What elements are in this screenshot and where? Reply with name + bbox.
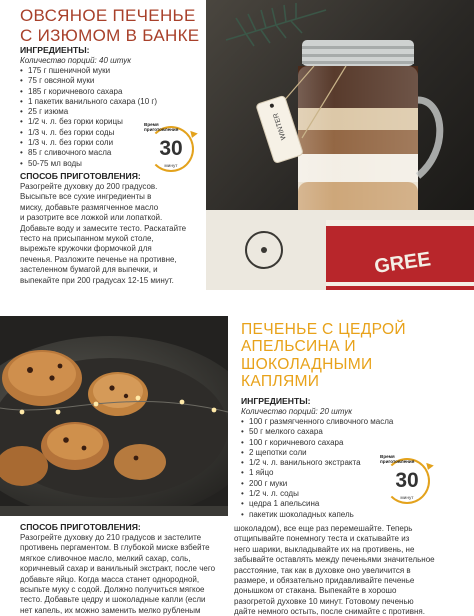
recipe1-title-line-1: ОВСЯНОЕ ПЕЧЕНЬЕ bbox=[20, 6, 196, 25]
recipe2-method-line: расстояние, так как в духовке оно увеличится в bbox=[234, 565, 411, 575]
recipe1-method-line: Разогрейте духовку до 200 градусов. bbox=[20, 182, 158, 191]
list-item: • 1/2 ч. л. без горки корицы bbox=[20, 117, 195, 127]
recipe1-method-line: тесто на присыпанном мукой столе, bbox=[20, 234, 154, 244]
list-item: • 75 г овсяной муки bbox=[20, 76, 195, 86]
orange-cookies-photo bbox=[0, 316, 228, 516]
recipe1-method-line: Добавьте воду и замесите тесто. Раскатайте bbox=[20, 223, 187, 233]
recipe2-method-left bbox=[20, 522, 234, 616]
recipe2-ingredients-heading: ИНГРЕДИЕНТЫ: bbox=[241, 396, 311, 406]
list-item: • 175 г пшеничной муки bbox=[20, 66, 195, 76]
recipe2-method-line: размере, и обязательно придавливайте печенье bbox=[234, 576, 415, 586]
recipe2-time-unit: минут bbox=[400, 496, 414, 501]
list-item: • пакетик шоколадных капель bbox=[241, 510, 461, 520]
list-item: • 1/3 ч. л. без горки соли bbox=[20, 138, 195, 148]
recipe1-method-heading: СПОСОБ ПРИГОТОВЛЕНИЯ: bbox=[20, 171, 141, 181]
list-item: • 1/3 ч. л. без горки соды bbox=[20, 128, 195, 138]
recipe2-method-line: мягкое сливочное масло, мелкий сахар, соль, bbox=[20, 553, 191, 563]
list-item: • 1 яйцо bbox=[241, 468, 461, 478]
list-item: • 85 г сливочного масла bbox=[20, 148, 195, 158]
recipe2-method-line: него шарики, выкладывайте их на противень, не bbox=[234, 544, 415, 554]
cookie-jar-illustration bbox=[206, 0, 474, 290]
list-item: • 25 г изюма bbox=[20, 107, 195, 117]
list-item: • 100 г размягченного сливочного масла bbox=[241, 417, 461, 427]
recipe2-time-badge bbox=[380, 454, 430, 504]
recipe2-method-line: забывайте оставлять между печеньями значительное bbox=[234, 555, 435, 565]
recipe1-method-line: застеленном бумагой для выпечки, и bbox=[20, 265, 158, 275]
recipe1-method bbox=[20, 171, 202, 286]
recipe1-title bbox=[20, 6, 210, 46]
recipe2-time-label: Время приготовления bbox=[380, 454, 415, 464]
recipe2-method-line: нет капель, их можно заменить мелко рубленым bbox=[20, 605, 201, 615]
recipe1-method-line: выпекайте при 200 градусах 12-15 минут. bbox=[20, 275, 174, 285]
recipe1-time-minutes: 30 bbox=[159, 137, 183, 160]
recipe1-time-unit: минут bbox=[164, 164, 178, 169]
recipe2-method-line: разогретой духовке 10 минут. Готовому печенью bbox=[234, 596, 414, 606]
recipe1-time-label: Время приготовления bbox=[144, 122, 179, 132]
recipe1-method-line: Высыпьте все сухие ингредиенты в bbox=[20, 192, 152, 202]
recipe2-method-line: тесто. Добавьте цедру и шоколадные капли (если bbox=[20, 595, 206, 605]
recipe2-title-line-4: КАПЛЯМИ bbox=[241, 373, 320, 391]
recipe2-method-heading: СПОСОБ ПРИГОТОВЛЕНИЯ: bbox=[20, 522, 141, 532]
recipe1-time-badge bbox=[144, 122, 194, 172]
list-item: • 2 щепотки соли bbox=[241, 448, 461, 458]
recipe1-method-line: и разотрите все ложкой или лопаткой. bbox=[20, 213, 163, 223]
recipe1-method-line: вырежьте кружочки формочкой для bbox=[20, 244, 152, 254]
recipe1-method-line: миску, добавьте размягченное масло bbox=[20, 202, 159, 212]
recipe2-method-line: коричневый сахар и ванильный экстракт, после чего bbox=[20, 564, 216, 574]
recipe2-title-line-1: ПЕЧЕНЬЕ С ЦЕДРОЙ bbox=[241, 321, 406, 338]
recipe2-method-line: шоколадом), все еще раз перемешайте. Теперь bbox=[234, 524, 413, 533]
list-item: • 50-75 мл воды bbox=[20, 159, 195, 169]
recipe1-method-line: печенья. Разложите печенье на противне, bbox=[20, 254, 177, 264]
recipe2-method-line: отщипывайте понемногу теста и скатывайте из bbox=[234, 534, 410, 544]
recipe2-title-line-3: ШОКОЛАДНЫМИ bbox=[241, 355, 373, 373]
recipe2-method-line: Разогрейте духовку до 210 градусов и застелите bbox=[20, 533, 202, 542]
jar-tag-text: WINTER bbox=[272, 112, 288, 141]
list-item: • 1/2 ч. л. соды bbox=[241, 489, 461, 499]
recipe1-ingredients-heading: ИНГРЕДИЕНТЫ: bbox=[20, 45, 90, 55]
recipe2-method-right bbox=[234, 524, 454, 616]
cookie-jar-photo bbox=[206, 0, 474, 290]
recipe2-method-line: противень пергаментом. В глубокой миске взбейте bbox=[20, 543, 210, 553]
list-item: • 185 г коричневого сахара bbox=[20, 87, 195, 97]
recipe2-method-line: добавьте яйцо. Когда масса станет однородной, bbox=[20, 574, 200, 584]
recipe1-title-line-2: С ИЗЮМОМ В БАНКЕ bbox=[20, 26, 200, 45]
recipe2-title-line-2: АПЕЛЬСИНА И bbox=[241, 338, 356, 356]
recipe2-title bbox=[241, 321, 461, 391]
recipe1-servings: Количество порций: 40 штук bbox=[20, 56, 132, 65]
list-item: • 50 г мелкого сахара bbox=[241, 427, 461, 437]
list-item: • 200 г муки bbox=[241, 479, 461, 489]
recipe2-method-line: всыпьте муку с содой. Должно получиться мягкое bbox=[20, 585, 205, 595]
recipe2-servings: Количество порций: 20 штук bbox=[241, 407, 353, 416]
list-item: • 1/2 ч. л. ванильного экстракта bbox=[241, 458, 461, 468]
list-item: • 100 г коричневого сахара bbox=[241, 438, 461, 448]
cloth-print-text: GREE bbox=[372, 248, 433, 278]
recipe2-method-line: дайте немного остыть, после снимайте с противня. bbox=[234, 607, 425, 616]
list-item: • цедра 1 апельсина bbox=[241, 499, 461, 509]
recipe2-time-minutes: 30 bbox=[395, 469, 419, 492]
list-item: • 1 пакетик ванильного сахара (10 г) bbox=[20, 97, 195, 107]
cookies-bowl-illustration bbox=[0, 316, 228, 516]
recipe2-method-line: донышком от стакана. Выпекайте в хорошо bbox=[234, 586, 397, 596]
